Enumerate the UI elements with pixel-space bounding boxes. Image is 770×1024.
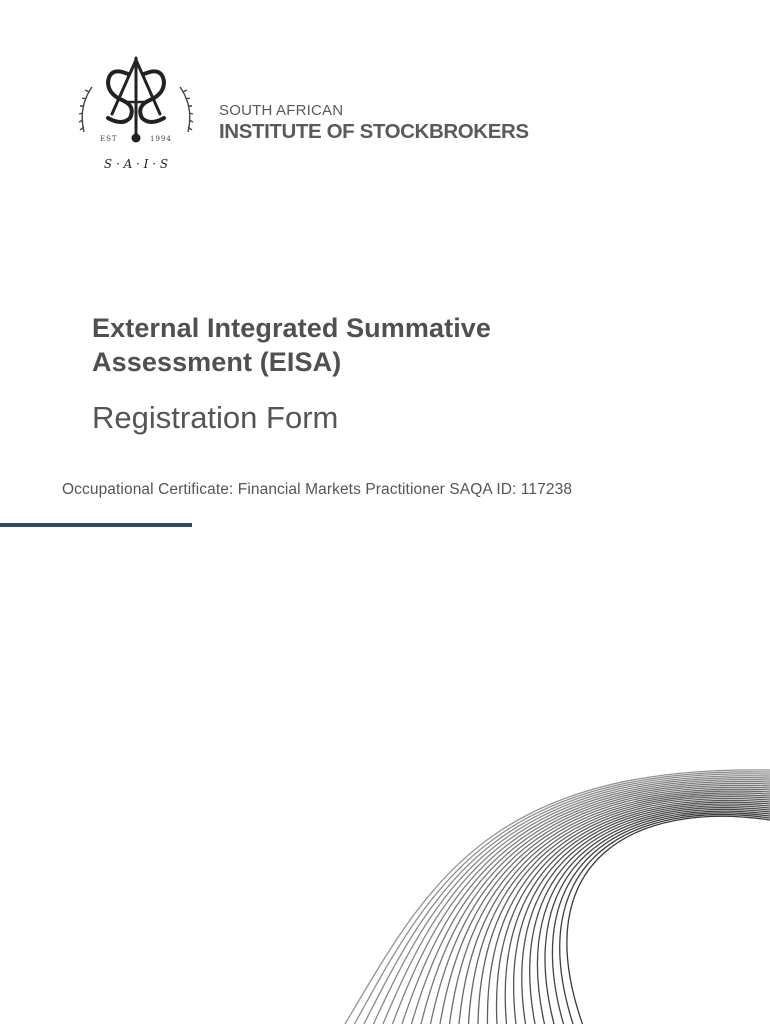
monogram-icon xyxy=(108,58,164,138)
laurel-left-icon xyxy=(79,87,92,132)
wave-line xyxy=(530,808,770,1024)
laurel-right-icon xyxy=(180,87,193,132)
title-line1: External Integrated Summative xyxy=(92,313,492,343)
wave-line xyxy=(431,787,770,1024)
organization-line2: INSTITUTE OF STOCKBROKERS xyxy=(219,120,529,143)
wave-line xyxy=(567,816,770,1024)
wave-line xyxy=(412,783,770,1024)
wave-line xyxy=(514,804,770,1024)
center-dot-icon xyxy=(132,134,141,143)
organization-line1: SOUTH AFRICAN xyxy=(219,102,344,119)
accent-rule xyxy=(0,523,192,527)
sais-logo xyxy=(72,52,200,180)
title-line2: Assessment (EISA) xyxy=(92,347,342,377)
wave-lines-decoration xyxy=(330,760,770,1024)
document-subtitle: Registration Form xyxy=(92,400,339,435)
est-left-text: EST xyxy=(100,135,118,143)
wave-line xyxy=(552,813,770,1024)
certificate-line: Occupational Certificate: Financial Markets Practitioner SAQA ID: 117238 xyxy=(62,481,573,498)
document-title xyxy=(92,311,491,379)
est-right-text: 1994 xyxy=(150,135,172,143)
organization-name xyxy=(219,102,529,144)
monogram-text: S · A · I · S xyxy=(103,157,169,171)
